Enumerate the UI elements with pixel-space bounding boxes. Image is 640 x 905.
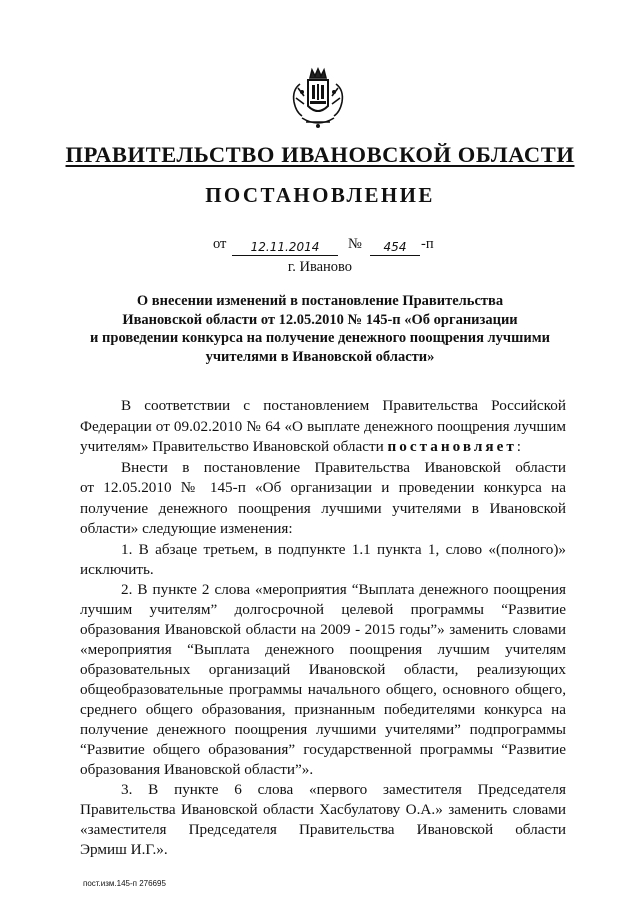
footer-reference: пост.изм.145-п 276695	[83, 879, 166, 888]
body-line: В соответствии с постановлением Правительства Российской	[121, 397, 566, 414]
body-line: Внести в постановление Правительства Ивановской области	[121, 459, 566, 476]
decree-word: постановляет	[387, 438, 517, 455]
body-line: исключить.	[80, 561, 154, 578]
body-line: образовательных организаций Ивановской области, реализующих	[80, 661, 566, 678]
subject-line: и проведении конкурса на получение денежного поощрения лучшими	[90, 330, 550, 347]
organization-title: ПРАВИТЕЛЬСТВО ИВАНОВСКОЙ ОБЛАСТИ	[65, 142, 575, 167]
subject-line: Ивановской области от 12.05.2010 № 145-п «Об организации	[122, 311, 518, 328]
body-line: получение денежного поощрения лучшими учителями” подпрограммы	[80, 721, 566, 738]
subject-line: учителями в Ивановской области»	[205, 349, 435, 366]
body-line: Правительства Ивановской области Хасбулатову О.А.» заменить словами	[80, 801, 566, 818]
body-line: Эрмиш И.Г.».	[80, 841, 168, 858]
date-value: 12.11.2014	[250, 240, 320, 254]
body-line: 2. В пункте 2 слова «мероприятия “Выплата денежного поощрения	[121, 581, 566, 598]
body-line-decree	[80, 437, 566, 457]
number-suffix: -п	[421, 236, 434, 252]
number-prefix: №	[348, 236, 362, 252]
body-line: 3. В пункте 6 слова «первого заместителя Председателя	[121, 781, 566, 798]
subject-line: О внесении изменений в постановление Правительства	[136, 293, 504, 309]
body-line: «мероприятия “Выплата денежного поощрения лучшим учителям	[80, 641, 566, 658]
body-line: получение денежного поощрения лучшими учителями в Ивановской	[80, 500, 566, 517]
number-value: 454	[383, 240, 407, 254]
body-line: образования Ивановской области”».	[80, 761, 314, 778]
body-line: 1. В абзаце третьем, в подпункте 1.1 пункта 1, слово «(полного)»	[121, 541, 566, 558]
body-line: области» следующие изменения:	[80, 520, 293, 537]
document-type: ПОСТАНОВЛЕНИЕ	[205, 183, 435, 207]
body-text: :	[516, 438, 522, 455]
date-prefix: от	[213, 236, 227, 252]
document-subject	[70, 292, 570, 367]
date-field	[232, 238, 338, 256]
coat-of-arms-emblem	[288, 66, 348, 132]
body-line: «заместителя Председателя Правительства Ивановской области	[80, 821, 566, 838]
city-name: г. Иваново	[287, 259, 353, 275]
number-field	[370, 238, 420, 256]
body-line: Федерации от 09.02.2010 № 64 «О выплате денежного поощрения лучшим	[80, 418, 566, 435]
body-line: лучшим учителям” долгосрочной целевой программы “Развитие	[80, 601, 566, 618]
body-line: образования Ивановской области на 2009 - 2015 годы”» заменить словами	[80, 621, 566, 638]
body-line: среднего общего образования, признанным победителями конкурса на	[80, 701, 566, 718]
body-line: общеобразовательные программы начального общего, основного общего,	[80, 681, 566, 698]
body-line: от 12.05.2010 № 145-п «Об организации и проведении конкурса на	[80, 479, 566, 496]
body-line: “Развитие общего образования” государственной программы “Развитие	[80, 741, 566, 758]
body-text: учителям» Правительство Ивановской области	[80, 438, 384, 455]
